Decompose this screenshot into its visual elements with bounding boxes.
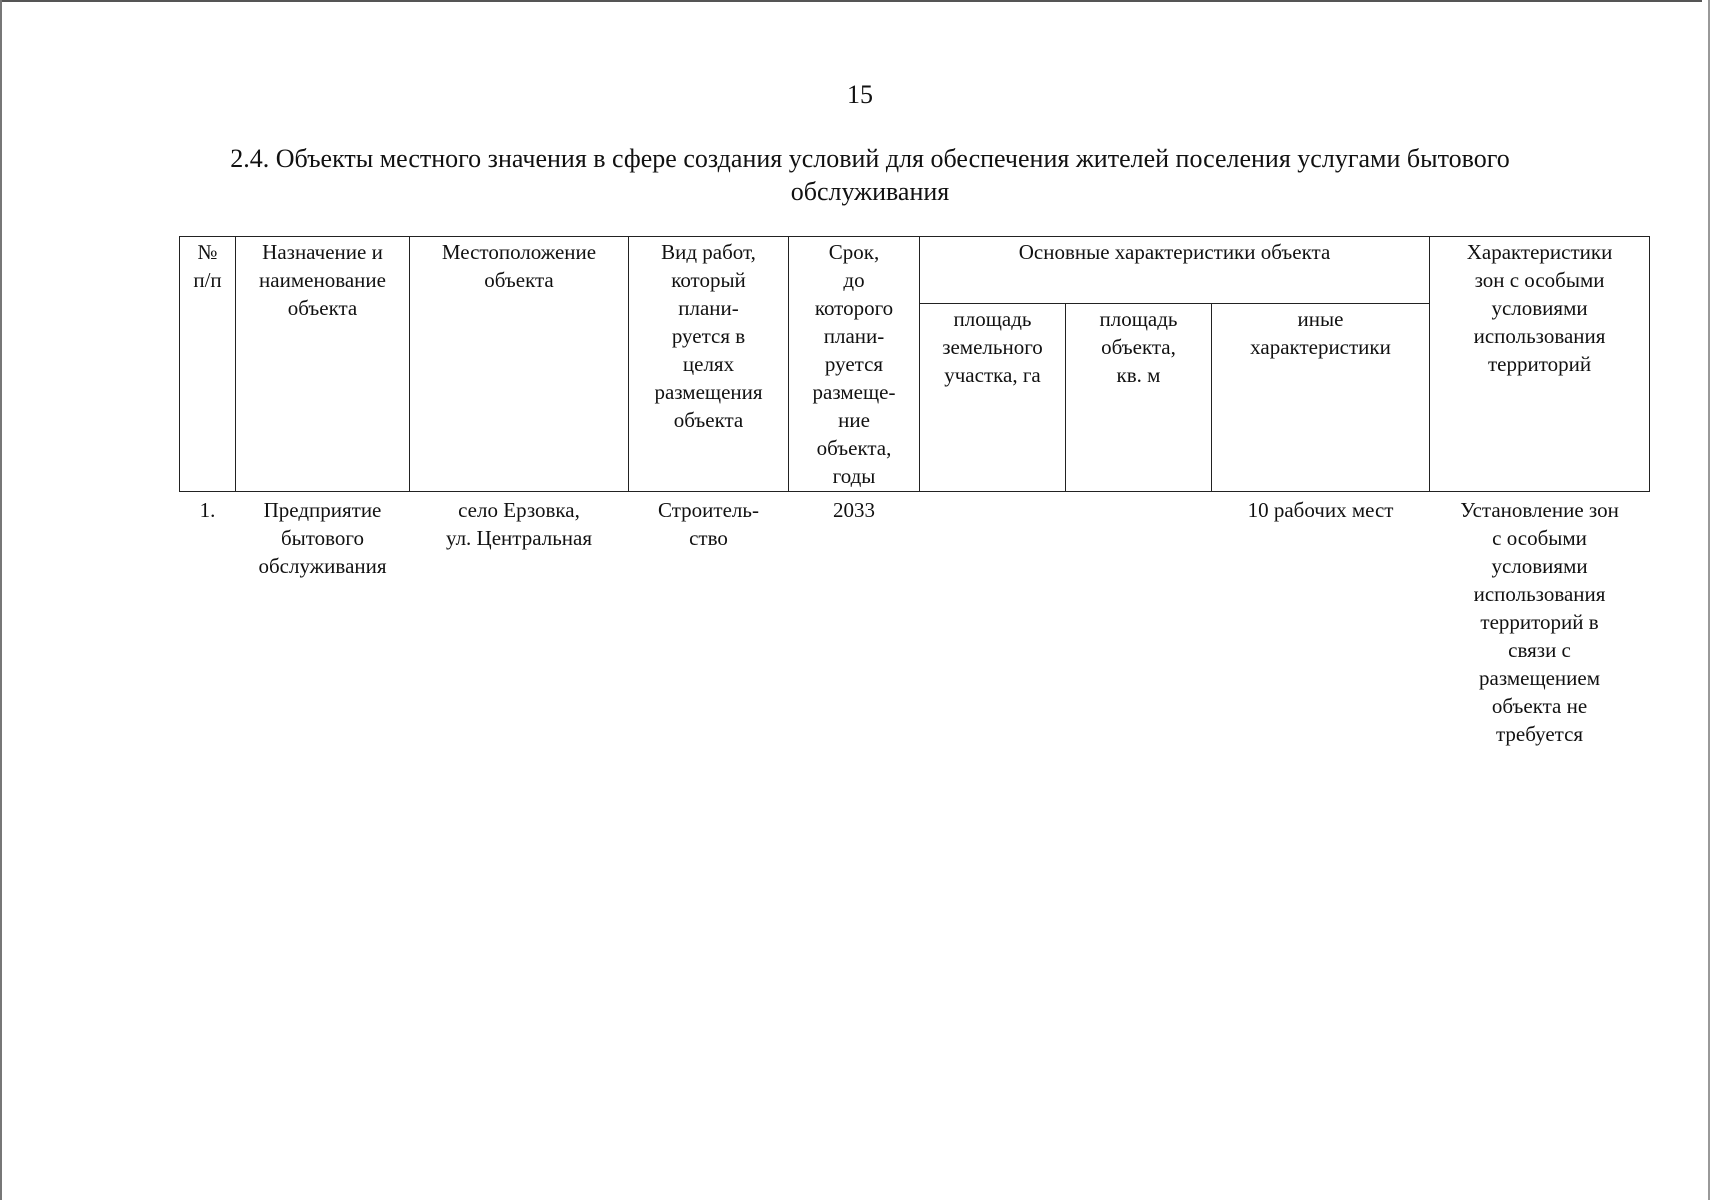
header-work-type: Вид работ, который плани- руется в целях размещения объекта <box>629 237 789 492</box>
cell-term: 2033 <box>833 498 875 522</box>
cell-zones: Установление зон с особыми условиями использования территорий в связи с размещением объекта не требуется <box>1460 498 1619 746</box>
scan-border-top <box>0 0 1702 2</box>
header-land-area: площадь земельного участка, га <box>920 303 1066 491</box>
cell-object-area <box>1066 492 1212 753</box>
header-row <box>180 237 1650 304</box>
cell-other: 10 рабочих мест <box>1247 498 1394 522</box>
section-title-line: 2.4. Объекты местного значения в сфере создания условий для обеспечения жителей поселения услугами бытового <box>230 144 1510 173</box>
cell-location: село Ерзовка, ул. Центральная <box>446 498 592 550</box>
table-row <box>180 492 1650 753</box>
header-zones: Характеристики зон с особыми условиями использования территорий <box>1430 237 1650 492</box>
header-name: Назначение и наименование объекта <box>236 237 410 492</box>
section-title <box>150 142 1590 208</box>
cell-name: Предприятие бытового обслуживания <box>258 498 387 578</box>
scan-border-right <box>1708 0 1710 1200</box>
header-term: Срок, до которого плани- руется размеще- ние объекта, годы <box>789 237 920 492</box>
page-number: 15 <box>847 80 873 109</box>
scan-border-left <box>0 0 2 1200</box>
cell-number: 1. <box>199 498 216 522</box>
header-object-area: площадь объекта, кв. м <box>1066 303 1212 491</box>
objects-table <box>179 236 1650 752</box>
header-main-characteristics: Основные характеристики объекта <box>920 237 1430 304</box>
cell-work-type: Строитель- ство <box>658 498 759 550</box>
header-location: Местоположение объекта <box>410 237 629 492</box>
cell-land-area <box>920 492 1066 753</box>
header-number: № п/п <box>180 237 236 492</box>
section-title-line: обслуживания <box>790 177 950 206</box>
header-other: иные характеристики <box>1212 303 1430 491</box>
